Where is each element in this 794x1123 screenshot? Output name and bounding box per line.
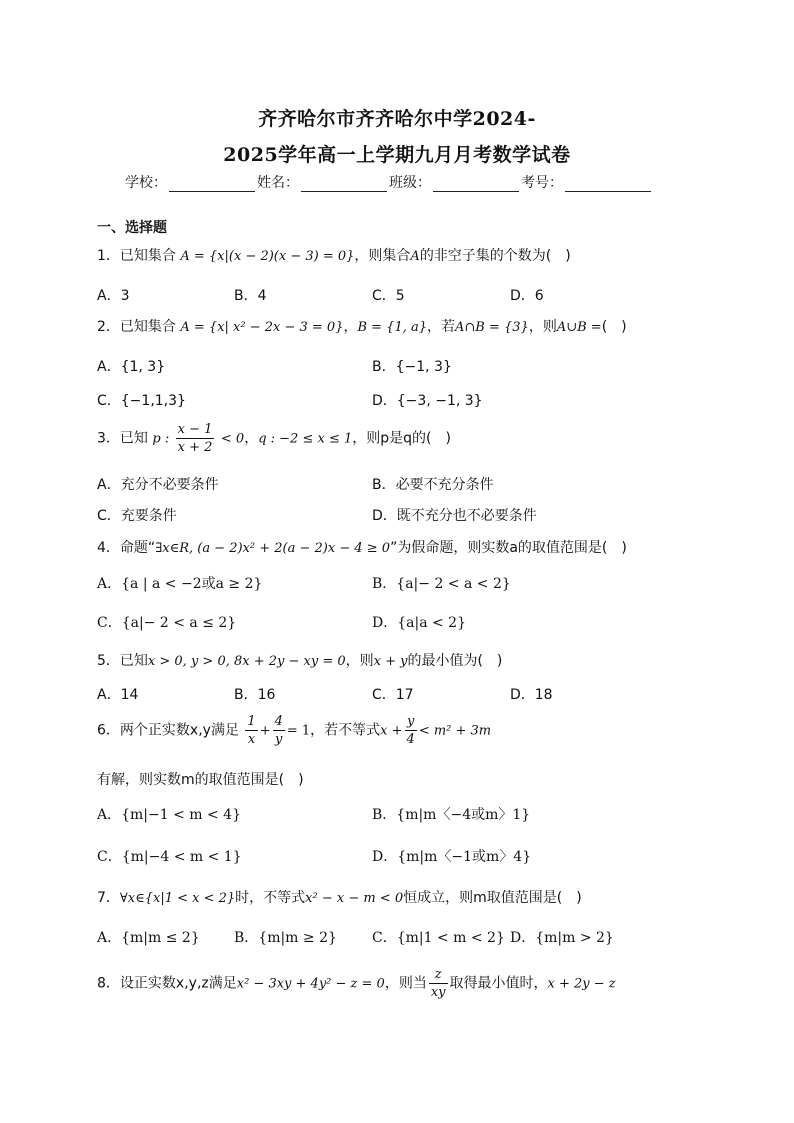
exam-title-line2: 2025学年高一上学期九月月考数学试卷 (223, 144, 571, 166)
name-label: 姓名： (257, 175, 299, 191)
option-c[interactable]: C．充要条件 (97, 508, 177, 524)
question-number: 1． (97, 248, 120, 264)
option-b[interactable]: B．{a|− 2 < a < 2} (372, 576, 511, 592)
fraction (429, 966, 448, 1001)
option-c[interactable]: C．{m|1 < m < 2} (372, 930, 505, 946)
question-7 (97, 887, 582, 907)
math-expression: x² − x − m < 0 (305, 891, 404, 906)
question-text: ，若 (427, 319, 456, 335)
question-text: ， (244, 430, 259, 447)
student-info-row (125, 172, 653, 192)
question-text: ，则 (528, 319, 557, 335)
fraction-denominator: x + 2 (177, 440, 213, 455)
school-label: 学校： (125, 175, 167, 191)
fraction (405, 713, 417, 748)
math-expression: < 0 (220, 431, 245, 447)
fraction (176, 421, 215, 456)
question-8 (97, 966, 616, 1001)
math-expression: A∪B = (556, 320, 602, 335)
fraction-numerator: z (429, 966, 448, 984)
fraction-denominator: xy (430, 985, 446, 1000)
fraction-numerator: x − 1 (177, 422, 213, 437)
question-text: 已知集合 (119, 248, 176, 264)
option-a[interactable]: A．14 (97, 687, 139, 703)
option-a[interactable]: A．充分不必要条件 (97, 477, 219, 493)
question-text: 命题“ (119, 540, 156, 556)
option-d[interactable]: D．{m|m〈−1或m〉4} (372, 849, 532, 865)
math-expression: B = {1, a} (357, 320, 428, 335)
question-text: 时，不等式 (235, 890, 306, 906)
option-b[interactable]: B．{m|m ≥ 2} (234, 930, 337, 946)
question-text: 取得最小值时， (449, 975, 548, 992)
math-expression: ∀x∈{x|1 < x < 2} (119, 891, 236, 906)
section-heading: 一、选择题 (97, 220, 167, 236)
option-c[interactable]: C．5 (372, 288, 405, 304)
question-6-line2: 有解，则实数m的取值范围是( ) (97, 772, 304, 788)
question-number: 6． (97, 722, 120, 739)
math-expression: x² − 3xy + 4y² − z = 0 (236, 976, 385, 992)
question-text: 的非空子集的个数为( ) (419, 248, 571, 264)
option-d[interactable]: D．既不充分也不必要条件 (372, 508, 537, 524)
option-a[interactable]: A．{1, 3} (97, 359, 166, 375)
math-var: p : (152, 431, 170, 447)
option-a[interactable]: A．{m|m ≤ 2} (97, 930, 200, 946)
math-expression: x + 2y − z (547, 976, 616, 992)
question-text: 已知 (119, 430, 148, 447)
question-number: 4． (97, 540, 120, 556)
math-expression: ∃x∈R, (a − 2)x² + 2(a − 2)x − 4 ≥ 0 (155, 541, 391, 556)
question-text: 已知集合 (119, 319, 176, 335)
math-expression: x > 0, y > 0, 8x + 2y − xy = 0 (147, 654, 346, 669)
option-d[interactable]: D．18 (510, 687, 553, 703)
question-4 (97, 537, 627, 557)
fraction-denominator: y (275, 732, 283, 747)
question-3 (97, 421, 451, 456)
option-c[interactable]: C．{a|− 2 < a ≤ 2} (97, 615, 237, 631)
math-expression: A = {x| x² − 2x − 3 = 0} (180, 320, 344, 335)
question-text: ，则p是q的( ) (352, 430, 451, 447)
fraction-numerator: 4 (274, 714, 283, 729)
option-c[interactable]: C．{−1,1,3} (97, 393, 186, 409)
question-number: 3． (97, 430, 120, 447)
question-text: 两个正实数x,y满足 (119, 722, 239, 739)
question-6 (97, 713, 491, 748)
question-text: 已知 (119, 653, 148, 669)
option-a[interactable]: A．{a | a < −2或a ≥ 2} (97, 576, 263, 592)
option-a[interactable]: A．3 (97, 288, 130, 304)
question-text: ，若不等式 (310, 722, 381, 739)
option-d[interactable]: D．{−3, −1, 3} (372, 393, 483, 409)
question-text: ，则 (345, 653, 374, 669)
option-a[interactable]: A．{m|−1 < m < 4} (97, 807, 241, 823)
fraction (273, 713, 285, 748)
math-expression: < m² + 3m (418, 723, 492, 739)
name-blank[interactable] (301, 177, 387, 192)
option-b[interactable]: B．4 (234, 288, 267, 304)
fraction-denominator: 4 (406, 732, 415, 747)
question-number: 2． (97, 319, 120, 335)
question-number: 5． (97, 653, 120, 669)
math-expression: = 1 (286, 723, 311, 739)
question-5 (97, 650, 502, 670)
question-text: 设正实数x,y,z满足 (119, 975, 237, 992)
option-d[interactable]: D．6 (510, 288, 544, 304)
plus-sign: + (259, 723, 271, 739)
fraction (245, 713, 257, 748)
question-2 (97, 316, 627, 336)
exam-title-line1: 齐齐哈尔市齐齐哈尔中学2024- (258, 108, 536, 130)
math-expression: A = {x|(x − 2)(x − 3) = 0} (180, 249, 355, 264)
exam-number-blank[interactable] (565, 177, 651, 192)
exam-number-label: 考号： (521, 175, 563, 191)
option-b[interactable]: B．16 (234, 687, 276, 703)
question-text: ( ) (601, 319, 627, 335)
option-c[interactable]: C．{m|−4 < m < 1} (97, 849, 242, 865)
option-b[interactable]: B．{−1, 3} (372, 359, 452, 375)
fraction-numerator: y (405, 713, 417, 731)
math-var: A (410, 249, 420, 264)
question-number: 8． (97, 975, 120, 992)
option-c[interactable]: C．17 (372, 687, 414, 703)
class-label: 班级： (389, 175, 431, 191)
option-d[interactable]: D．{m|m > 2} (510, 930, 614, 946)
fraction-numerator: 1 (247, 714, 256, 729)
option-b[interactable]: B．必要不充分条件 (372, 477, 494, 493)
question-text: 的最小值为( ) (407, 653, 503, 669)
question-text: ，则当 (384, 975, 427, 992)
question-text: ，则集合 (354, 248, 411, 264)
class-blank[interactable] (433, 177, 519, 192)
question-number: 7． (97, 890, 120, 906)
fraction-denominator: x (247, 732, 256, 747)
question-text: ， (343, 319, 358, 335)
math-expression: A∩B = {3} (455, 320, 529, 335)
math-expression: x + y (373, 654, 408, 669)
option-b[interactable]: B．{m|m〈−4或m〉1} (372, 807, 531, 823)
school-blank[interactable] (169, 177, 255, 192)
math-expression: q : −2 ≤ x ≤ 1 (258, 431, 353, 447)
question-1 (97, 245, 571, 265)
math-expression: x + (380, 723, 403, 739)
option-d[interactable]: D．{a|a < 2} (372, 615, 466, 631)
question-text: 恒成立，则m取值范围是( ) (403, 890, 582, 906)
question-text: ”为假命题，则实数a的取值范围是( ) (390, 540, 627, 556)
